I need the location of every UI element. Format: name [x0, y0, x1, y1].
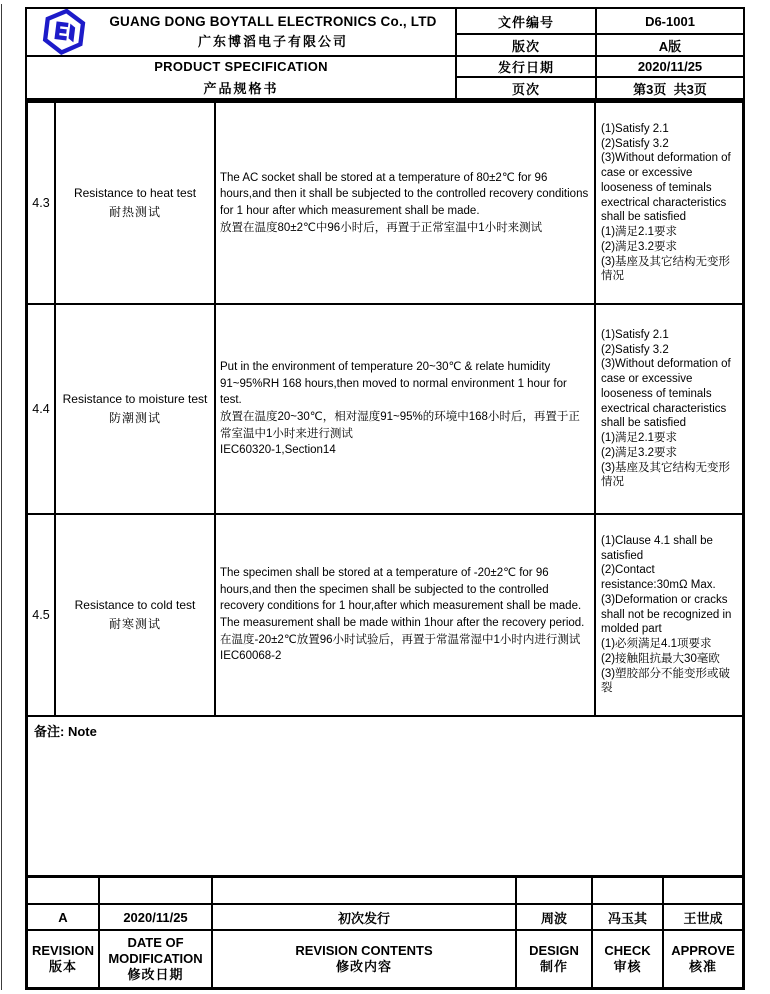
- document-title-en: PRODUCT SPECIFICATION: [154, 58, 328, 74]
- revision-entry-design: 周波: [517, 905, 593, 931]
- test-description-line: 放置在温度80±2℃中96小时后，再置于正常室温中1小时来测试: [220, 221, 543, 234]
- acceptance-criteria-cell: [596, 103, 742, 305]
- revision-header-rev: [28, 931, 100, 987]
- revision-empty-cell: [517, 878, 593, 905]
- issue-date-label: 发行日期: [457, 57, 597, 78]
- test-description-line: The specimen shall be stored at a temperature of -20±2℃ for 96 hours,and then the specimen shall be subjected to the controlled recovery conditions for 1 hour,after which measurement shall be made.: [220, 566, 582, 613]
- test-name-en: Resistance to heat test: [73, 186, 197, 200]
- page-number-value: 第3页 共3页: [633, 81, 707, 97]
- company-logo-icon: [37, 9, 91, 55]
- revision-header-rev-en: REVISION: [31, 942, 95, 958]
- criteria-line: (1)满足2.1要求: [601, 432, 678, 445]
- criteria-line: (3)Deformation or cracks shall not be recognized in molded part: [601, 593, 735, 636]
- test-name-cn: 耐寒测试: [108, 617, 161, 631]
- criteria-line: (1)满足2.1要求: [601, 226, 678, 239]
- test-name-cn: 防潮测试: [108, 411, 161, 425]
- criteria-line: (3)塑胶部分不能变形或破裂: [601, 667, 731, 695]
- revision-table: [25, 878, 745, 990]
- acceptance-criteria-cell: [596, 305, 742, 515]
- revision-header-approve: [664, 931, 742, 987]
- test-name-en: Resistance to moisture test: [62, 392, 208, 406]
- page-number-label: 页次: [457, 78, 597, 98]
- revision-header-design: [517, 931, 593, 987]
- test-description-line: The measurement shall be made within 1hour after the recovery period.: [220, 617, 585, 629]
- revision-empty-cell: [213, 878, 517, 905]
- spec-row-number: 4.5: [28, 515, 56, 717]
- test-name-cn: 耐热测试: [108, 205, 161, 219]
- revision-header-check: [593, 931, 664, 987]
- test-name-cell: [56, 103, 216, 305]
- criteria-line: (3)基座及其它结构无变形情况: [601, 461, 731, 489]
- test-description-line: The AC socket shall be stored at a temperature of 80±2℃ for 96 hours,and then it shall be subjected to the controlled recovery conditions for 1 hour after which measurement shall be made.: [220, 171, 592, 217]
- revision-header-contents-en: REVISION CONTENTS: [295, 942, 433, 958]
- acceptance-criteria-cell: [596, 515, 742, 717]
- spec-row-number: 4.3: [28, 103, 56, 305]
- version-value: A版: [597, 35, 743, 57]
- revision-header-contents-cn: 修改内容: [335, 959, 392, 974]
- criteria-line: (3)Without deformation of case or excessive looseness of teminals exectrical characteristics shall be satisfied: [601, 152, 734, 224]
- test-description-line: 放置在温度20~30℃，相对湿度91~95%的环境中168小时后，再置于正常室温中1小时来进行测试: [220, 411, 580, 440]
- criteria-line: (2)Satisfy 3.2: [601, 343, 669, 356]
- note-label: 备注: Note: [34, 724, 97, 739]
- document-title-cell: [27, 57, 457, 98]
- revision-header-date-en: DATE OF MODIFICATION: [108, 934, 203, 966]
- revision-entry-contents: 初次发行: [213, 905, 517, 931]
- criteria-line: (1)Satisfy 2.1: [601, 123, 669, 136]
- revision-empty-cell: [100, 878, 213, 905]
- spec-table: [25, 100, 745, 878]
- criteria-line: (3)Without deformation of case or excessive looseness of teminals exectrical characteristics shall be satisfied: [601, 358, 734, 430]
- company-header-cell: [27, 9, 457, 57]
- revision-header-rev-cn: 版本: [48, 959, 77, 974]
- revision-header-date-cn: 修改日期: [127, 967, 184, 983]
- criteria-line: (2)满足3.2要求: [601, 446, 678, 459]
- test-description-line: IEC60068-2: [220, 650, 282, 663]
- test-description-line: Put in the environment of temperature 20~30℃ & relate humidity 91~95%RH 168 hours,then moved to normal environment 1 hour for test.: [220, 360, 570, 407]
- document-title-cn: 产品规格书: [203, 80, 279, 96]
- revision-header-date: [100, 931, 213, 987]
- revision-entry-approve: 王世成: [664, 905, 742, 931]
- criteria-line: (2)满足3.2要求: [601, 240, 678, 253]
- doc-number-value: D6-1001: [597, 9, 743, 35]
- revision-empty-cell: [664, 878, 742, 905]
- test-description-line: IEC60320-1,Section14: [220, 444, 336, 457]
- revision-header-check-en: CHECK: [604, 942, 651, 958]
- revision-empty-cell: [28, 878, 100, 905]
- test-description-cell: [216, 103, 596, 305]
- criteria-line: (2)接触阻抗最大30毫欧: [601, 652, 720, 665]
- criteria-line: (1)Clause 4.1 shall be satisfied: [601, 535, 717, 562]
- revision-header-approve-cn: 核准: [688, 959, 717, 974]
- scan-edge-artifact: [1, 4, 2, 990]
- revision-header-design-cn: 制作: [539, 959, 568, 974]
- test-name-cell: [56, 515, 216, 717]
- note-section: [28, 717, 742, 875]
- revision-entry-rev: A: [28, 905, 100, 931]
- revision-header-contents: [213, 931, 517, 987]
- criteria-line: (2)Satisfy 3.2: [601, 137, 669, 150]
- revision-header-approve-en: APPROVE: [671, 942, 735, 958]
- test-name-en: Resistance to cold test: [74, 598, 196, 612]
- test-description-line: 在温度-20±2℃放置96小时试验后，再置于常温常湿中1小时内进行测试: [220, 633, 581, 646]
- test-name-cell: [56, 305, 216, 515]
- revision-header-design-en: DESIGN: [529, 942, 579, 958]
- revision-entry-date: 2020/11/25: [100, 905, 213, 931]
- revision-header-check-cn: 审核: [613, 959, 642, 974]
- criteria-line: (1)Satisfy 2.1: [601, 329, 669, 342]
- issue-date-value: 2020/11/25: [597, 57, 743, 78]
- criteria-line: (3)基座及其它结构无变形情况: [601, 255, 731, 283]
- revision-entry-check: 冯玉其: [593, 905, 664, 931]
- company-name-block: [91, 12, 455, 52]
- company-name-en: GUANG DONG BOYTALL ELECTRONICS Co., LTD: [109, 14, 437, 30]
- criteria-line: (2)Contact resistance:30mΩ Max.: [601, 564, 716, 592]
- company-name-cn: 广东博滔电子有限公司: [197, 34, 348, 50]
- revision-empty-cell: [593, 878, 664, 905]
- header-table: [25, 7, 745, 100]
- test-description-cell: [216, 515, 596, 717]
- criteria-line: (1)必须满足4.1项要求: [601, 638, 712, 651]
- doc-number-label: 文件编号: [457, 9, 597, 35]
- spec-row-number: 4.4: [28, 305, 56, 515]
- version-label: 版次: [457, 35, 597, 57]
- test-description-cell: [216, 305, 596, 515]
